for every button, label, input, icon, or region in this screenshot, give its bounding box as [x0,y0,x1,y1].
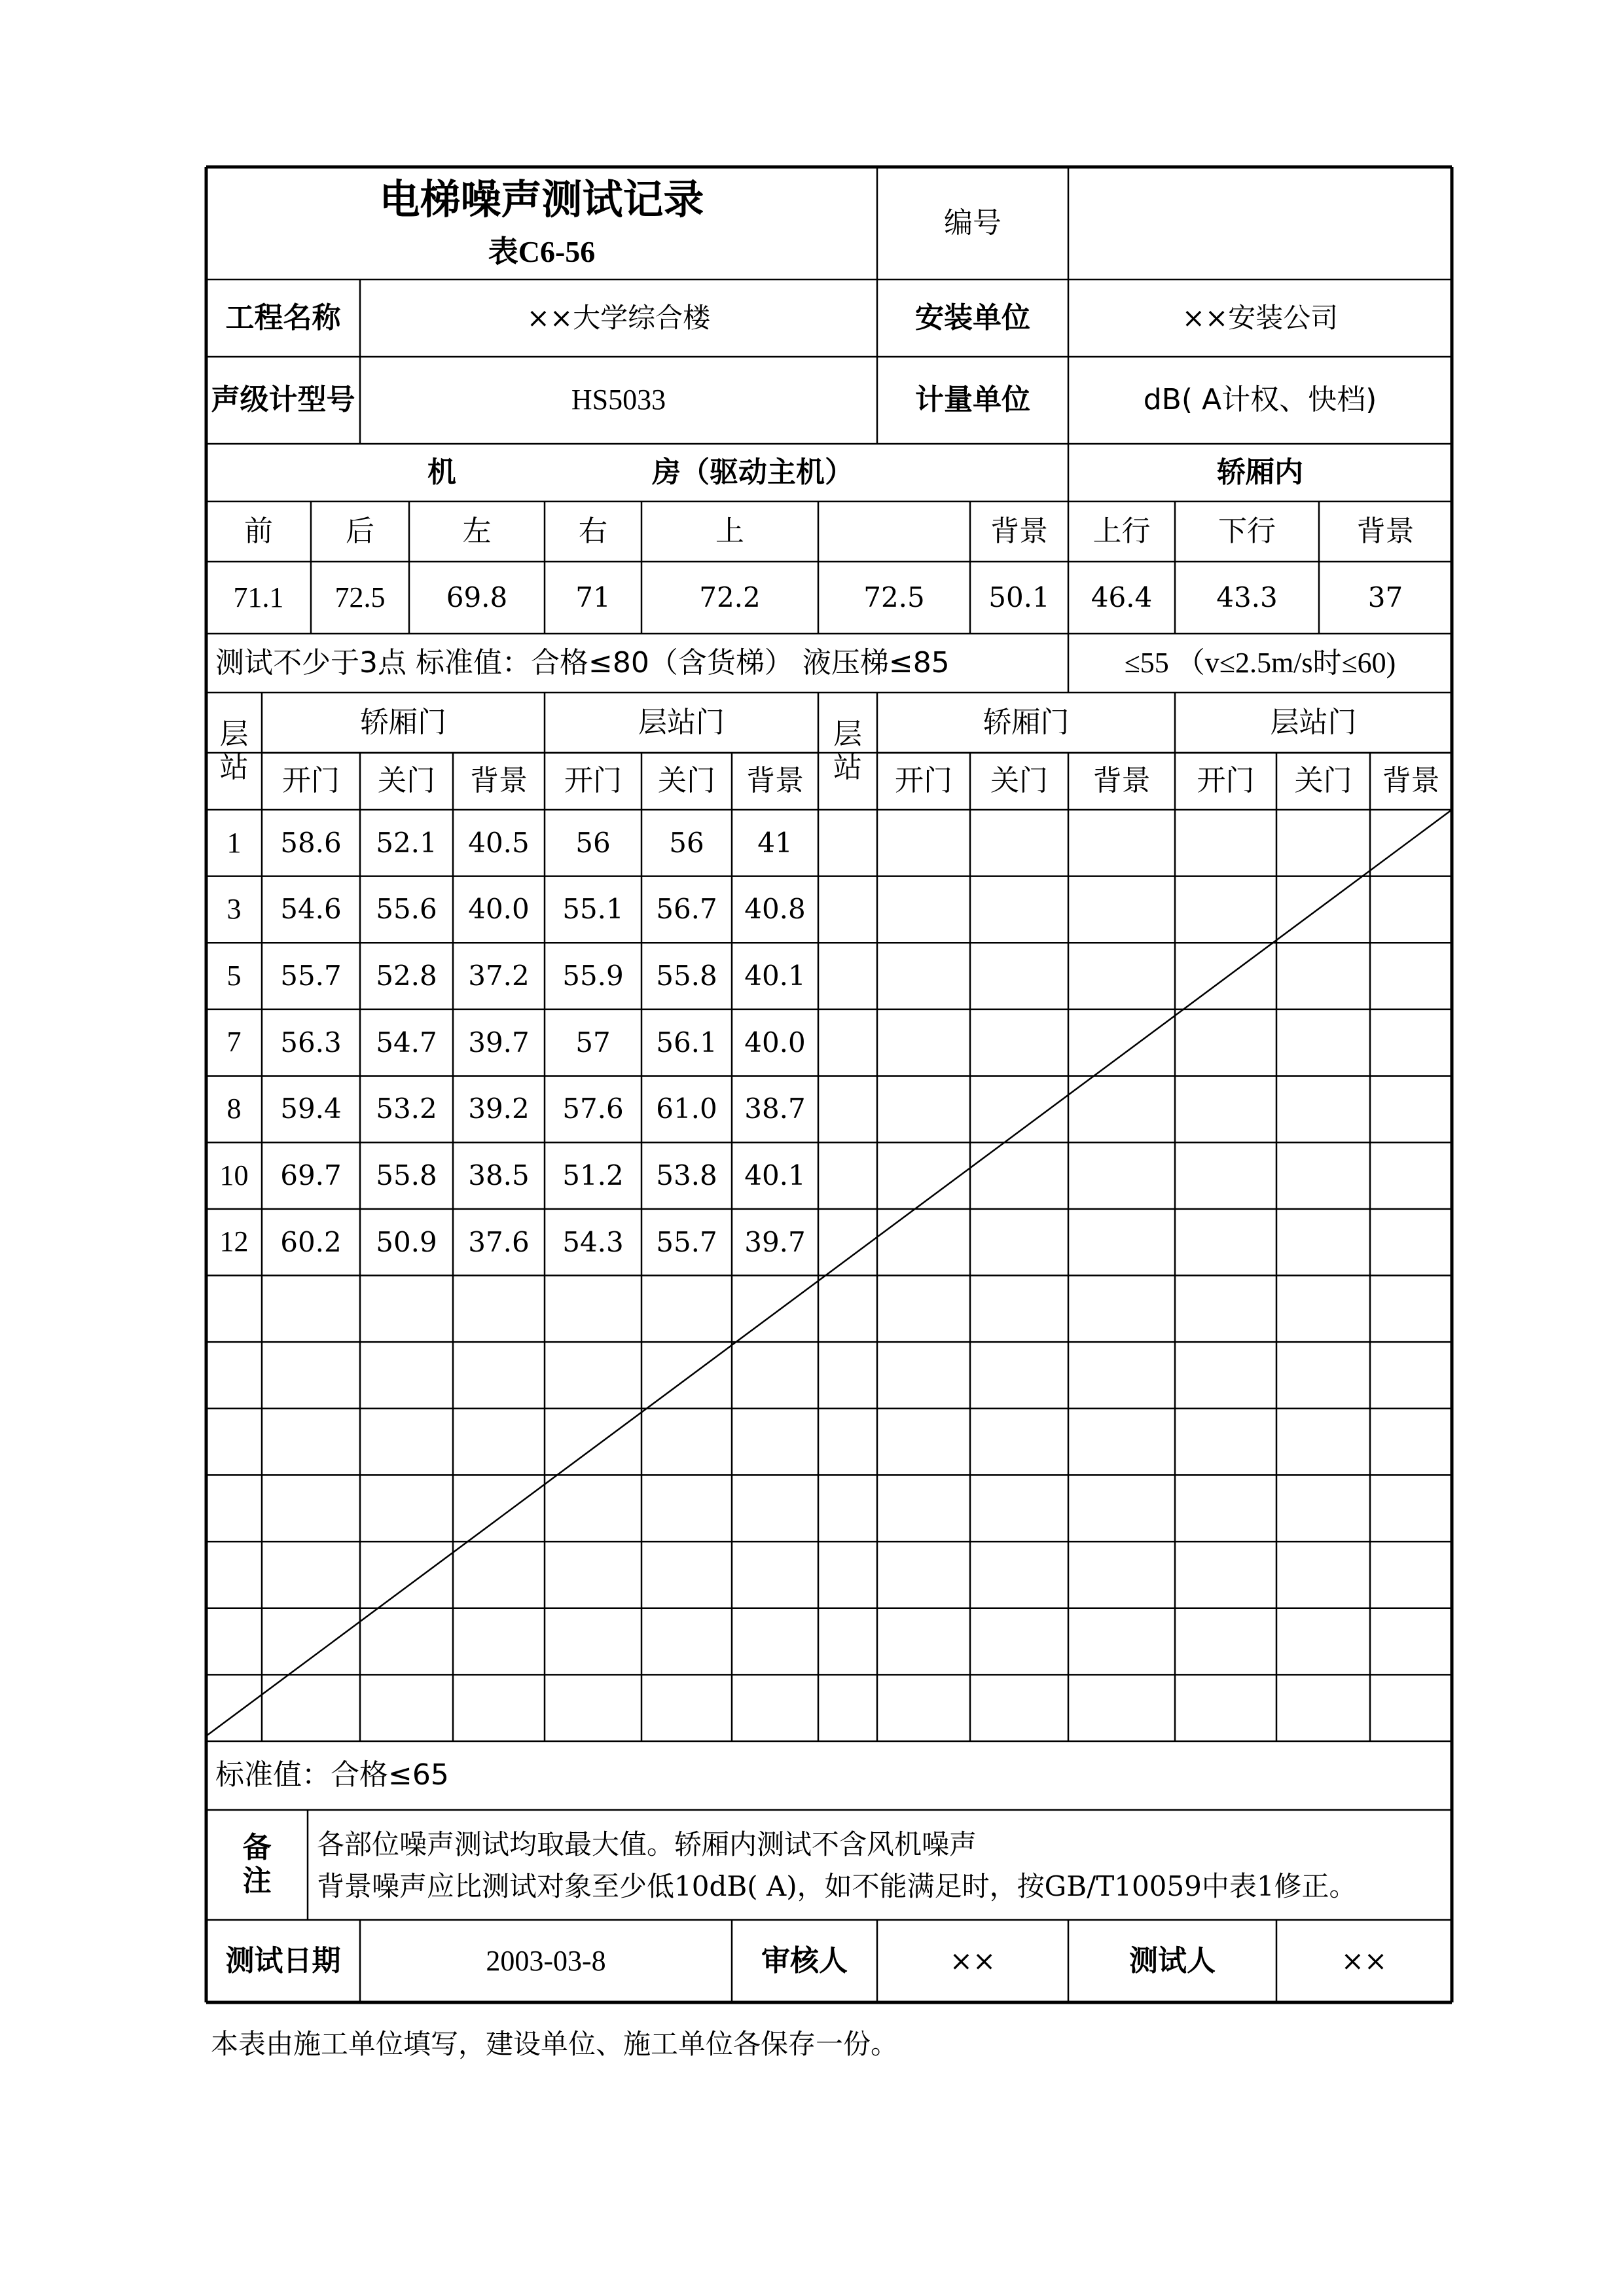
reviewer-label: 审核人 [761,1943,848,1978]
door-value: 57 [575,1026,611,1058]
door-sub-header: 背景 [1092,764,1151,798]
door-sub-header: 开门 [282,764,340,798]
machine-room-header: 后 [346,514,374,548]
remarks-label-char: 注 [242,1864,272,1898]
landing-door-header-right: 层站门 [1270,705,1357,739]
tester-value: ×× [1341,1944,1388,1977]
door-value: 56 [669,826,704,859]
door-value: 61.0 [656,1093,717,1125]
door-value: 40.0 [468,893,530,926]
remarks-label [206,1810,308,1920]
door-value: 40.5 [468,826,530,859]
door-value: 56.1 [656,1026,717,1058]
door-value: 41 [757,826,793,859]
car-header: 上行 [1092,514,1151,548]
car-door-header-left: 轿厢门 [360,705,446,739]
door-value: 39.7 [744,1225,806,1258]
form-subtitle: 表C6-56 [488,234,596,268]
door-sub-header: 关门 [658,764,715,798]
floor-number: 7 [226,1026,242,1058]
machine-room-value: 72.5 [863,581,925,613]
floor-number: 3 [226,893,242,926]
door-value: 37.2 [468,959,530,992]
remarks-label-char: 备 [242,1831,272,1865]
door-value: 60.2 [280,1225,342,1258]
car-header: 背景 [1356,514,1415,548]
door-sub-header: 关门 [378,764,435,798]
floor-label-char: 站 [833,750,862,784]
standard-row-right: ≤55 （v≤2.5m/s时≤60) [1124,646,1396,679]
car-value: 46.4 [1091,581,1153,613]
door-value: 54.7 [376,1026,437,1058]
machine-room-value: 72.5 [334,581,386,613]
door-value: 53.8 [656,1159,717,1191]
door-value: 50.9 [376,1225,437,1258]
door-value: 51.2 [562,1159,624,1191]
meter-label: 声级计型号 [211,383,355,417]
door-value: 55.7 [280,959,342,992]
door-value: 55.8 [376,1159,437,1191]
door-value: 52.1 [376,826,437,859]
floor-label-left [206,693,262,810]
door-value: 55.6 [376,893,437,926]
remarks-line-2: 背景噪声应比测试对象至少低10dB( A)，如不能满足时，按GB/T10059中表1修正。 [317,1870,1357,1902]
machine-room-value: 71.1 [233,581,284,613]
door-value: 56.3 [280,1026,342,1058]
machine-room-value: 69.8 [446,581,508,613]
door-sub-header: 开门 [564,764,622,798]
door-value: 40.8 [744,893,806,926]
door-value: 52.8 [376,959,437,992]
door-value: 54.3 [562,1225,624,1258]
door-value: 56 [575,826,611,859]
machine-room-value: 72.2 [699,581,761,613]
door-sub-header: 关门 [990,764,1048,798]
footer-note: 本表由施工单位填写，建设单位、施工单位各保存一份。 [211,2028,899,2060]
door-value: 55.9 [562,959,624,992]
door-standard: 标准值：合格≤65 [215,1758,449,1792]
door-sub-header: 背景 [1382,764,1440,798]
tester-label: 测试人 [1129,1943,1216,1978]
door-value: 40.1 [744,1159,806,1191]
door-value: 55.8 [656,959,717,992]
floor-label-right [818,693,877,810]
door-value: 53.2 [376,1093,437,1125]
door-sub-header: 关门 [1294,764,1352,798]
door-sub-header: 背景 [746,764,804,798]
landing-door-header-left: 层站门 [638,705,725,739]
car-door-header-right: 轿厢门 [983,705,1070,739]
door-value: 40.0 [744,1026,806,1058]
door-value: 54.6 [280,893,342,926]
door-value: 39.7 [468,1026,530,1058]
door-value: 39.2 [468,1093,530,1125]
remarks-line-1: 各部位噪声测试均取最大值。轿厢内测试不含风机噪声 [317,1828,977,1860]
door-value: 56.7 [656,893,717,926]
machine-room-header [818,501,970,562]
project-label: 工程名称 [225,300,341,334]
door-sub-header: 开门 [895,764,952,798]
unit-label: 计量单位 [915,383,1030,417]
door-value: 40.1 [744,959,806,992]
unit-value: dB( A计权、快档) [1143,383,1377,417]
number-value [1068,167,1452,280]
floor-label-char: 层 [833,717,862,751]
machine-room-value: 71 [575,581,611,613]
form-title: 电梯噪声测试记录 [379,175,704,224]
date-value: 2003-03-8 [486,1944,606,1977]
door-sub-header: 背景 [470,764,528,798]
floor-number: 10 [219,1159,249,1191]
machine-room-header: 左 [462,514,492,548]
door-value: 38.7 [744,1093,806,1125]
door-value: 57.6 [562,1093,624,1125]
machine-room-header: 背景 [990,514,1048,548]
installer-value: ××安装公司 [1182,301,1339,334]
door-value: 55.1 [562,893,624,926]
car-header: 下行 [1218,514,1276,548]
machine-room-heading-a: 机 [427,455,456,489]
door-value: 38.5 [468,1159,530,1191]
machine-room-value: 50.1 [988,581,1050,613]
door-value: 37.6 [468,1225,530,1258]
floor-label-char: 层 [219,717,249,751]
floor-number: 8 [226,1093,242,1125]
installer-label: 安装单位 [915,300,1030,334]
machine-room-header: 前 [244,514,273,548]
floor-number: 12 [219,1225,249,1258]
reviewer-value: ×× [949,1944,996,1977]
floor-label-char: 站 [219,750,249,784]
number-label: 编号 [944,206,1001,240]
machine-room-heading-b: 房（驱动主机） [652,455,854,489]
door-value: 59.4 [280,1093,342,1125]
meter-value: HS5033 [571,384,666,416]
car-value: 37 [1367,581,1403,613]
door-value: 69.7 [280,1159,342,1191]
door-value: 58.6 [280,826,342,859]
door-sub-header: 开门 [1197,764,1255,798]
car-value: 43.3 [1216,581,1278,613]
standard-row-left: 测试不少于3点 标准值：合格≤80（含货梯） 液压梯≤85 [215,645,950,679]
machine-room-header: 右 [579,514,607,548]
door-value: 55.7 [656,1225,717,1258]
project-value: ××大学综合楼 [526,301,711,334]
machine-room-header: 上 [715,514,744,548]
car-heading: 轿厢内 [1217,455,1303,489]
date-label: 测试日期 [225,1943,341,1978]
floor-number: 1 [226,826,242,859]
floor-number: 5 [226,959,242,992]
